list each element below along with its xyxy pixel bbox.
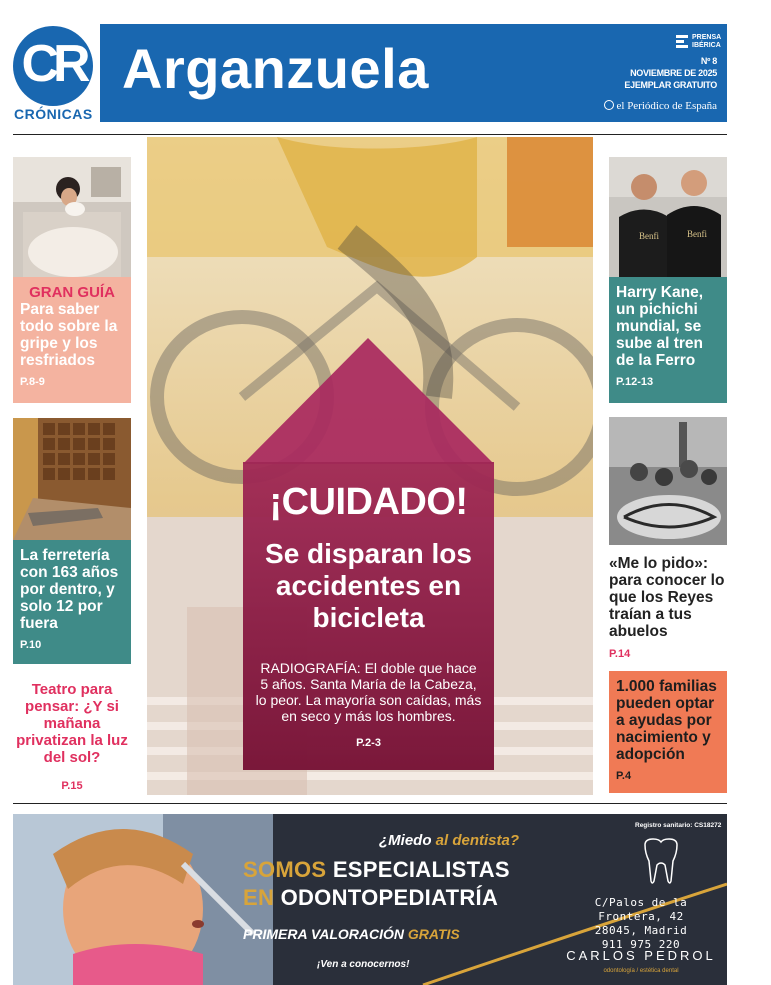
- flu-headline: Para saber todo sobre la gripe y los resfriados: [20, 301, 118, 369]
- svg-text:Benfi: Benfi: [639, 231, 659, 241]
- partner-name: el Periódico de España: [616, 100, 717, 112]
- publisher-label: [692, 34, 721, 50]
- ad-phone[interactable]: 911 975 220: [601, 938, 681, 951]
- ad-line2-gold: EN: [243, 885, 281, 910]
- theatre-headline: Teatro para pensar: ¿Y si mañana privatizan la luz del sol?: [16, 681, 128, 766]
- ad-offer: [243, 926, 460, 942]
- ad-address-street: C/Palos de la Frontera, 42: [594, 896, 688, 923]
- top-divider: [13, 134, 727, 135]
- child-dentist-photo: [13, 814, 273, 985]
- ad-line1-white: ESPECIALISTAS: [332, 857, 510, 882]
- ad-question-pre: ¿Miedo: [379, 832, 436, 849]
- harry-kane-photo[interactable]: [609, 157, 727, 277]
- ad-headline: [243, 856, 510, 912]
- section-title: Arganzuela: [122, 37, 429, 100]
- ad-cta[interactable]: ¡Ven a conocernos!: [317, 959, 410, 970]
- families-card[interactable]: [609, 671, 727, 793]
- publisher-line2: IBÉRICA: [692, 42, 721, 49]
- toys-photo[interactable]: [609, 417, 727, 545]
- masthead: [100, 24, 727, 122]
- hero-page: P.2-3: [356, 737, 381, 749]
- ad-brand-sub: odontología / estética dental: [603, 968, 679, 974]
- logo-name: CRÓNICAS: [14, 106, 93, 122]
- flu-kicker: GRAN GUÍA: [29, 284, 115, 301]
- toys-teaser[interactable]: [609, 555, 727, 660]
- ad-headline-line2: [243, 884, 510, 912]
- partner-logo-icon: [604, 100, 614, 110]
- partner-brand: [604, 100, 718, 112]
- bottom-divider: [13, 803, 727, 804]
- logo-letters: CR: [21, 35, 85, 93]
- ad-brand: CARLOS PEDROL: [566, 948, 716, 963]
- toys-page: P.14: [609, 648, 631, 660]
- issue-info: [624, 55, 717, 91]
- hero-arrow-shape: [243, 338, 494, 464]
- tooth-icon: [645, 839, 677, 883]
- publisher-line1: PRENSA: [692, 34, 722, 41]
- prensa-iberica-icon: [676, 35, 688, 49]
- hero-lead: RADIOGRAFÍA: El doble que hace 5 años. Santa María de la Cabeza, lo peor. La mayoría son caídas, más en seco y más los hombres.: [255, 660, 482, 724]
- hardware-store-photo[interactable]: [13, 418, 131, 540]
- families-page: P.4: [616, 770, 632, 782]
- families-headline: 1.000 familias pueden optar a ayudas por nacimiento y adopción: [616, 678, 717, 763]
- dental-advertisement[interactable]: [13, 814, 727, 985]
- flu-card[interactable]: [13, 277, 131, 403]
- theatre-page: P.15: [61, 780, 83, 792]
- hero-headline: Se disparan los accidentes en bicicleta: [265, 538, 472, 633]
- flu-page: P.8-9: [20, 376, 45, 388]
- ad-address: [561, 896, 721, 952]
- ad-offer-gold: GRATIS: [407, 926, 460, 942]
- hero-kicker: ¡CUIDADO!: [269, 481, 468, 523]
- ad-line2-white: ODONTOPEDIATRÍA: [280, 885, 499, 910]
- flu-photo[interactable]: [13, 157, 131, 277]
- ad-question-gold: al dentista?: [435, 832, 520, 849]
- ad-address-city: 28045, Madrid: [594, 924, 688, 937]
- issue-date: NOVIEMBRE DE 2025: [630, 68, 717, 78]
- svg-text:Benfi: Benfi: [687, 229, 707, 239]
- ad-headline-line1: [243, 856, 510, 884]
- hardware-card[interactable]: [13, 540, 131, 664]
- ad-registry: Registro sanitario: CS18272: [635, 822, 722, 829]
- theatre-teaser[interactable]: [13, 681, 131, 792]
- hardware-headline: La ferretería con 163 años por dentro, y solo 12 por fuera: [20, 547, 119, 632]
- ad-line1-gold: SOMOS: [243, 857, 333, 882]
- issue-number: Nº 8: [700, 56, 717, 66]
- harry-kane-card[interactable]: [609, 277, 727, 403]
- harry-kane-headline: Harry Kane, un pichichi mundial, se sube al tren de la Ferro: [616, 284, 704, 369]
- hardware-page: P.10: [20, 639, 42, 651]
- cronicas-logo[interactable]: [9, 26, 93, 98]
- issue-note: EJEMPLAR GRATUITO: [624, 80, 717, 90]
- harry-kane-page: P.12-13: [616, 376, 654, 388]
- ad-question: [379, 832, 519, 849]
- ad-offer-white: PRIMERA VALORACIÓN: [243, 926, 408, 942]
- toys-headline: «Me lo pido»: para conocer lo que los Reyes traían a tus abuelos: [609, 555, 725, 640]
